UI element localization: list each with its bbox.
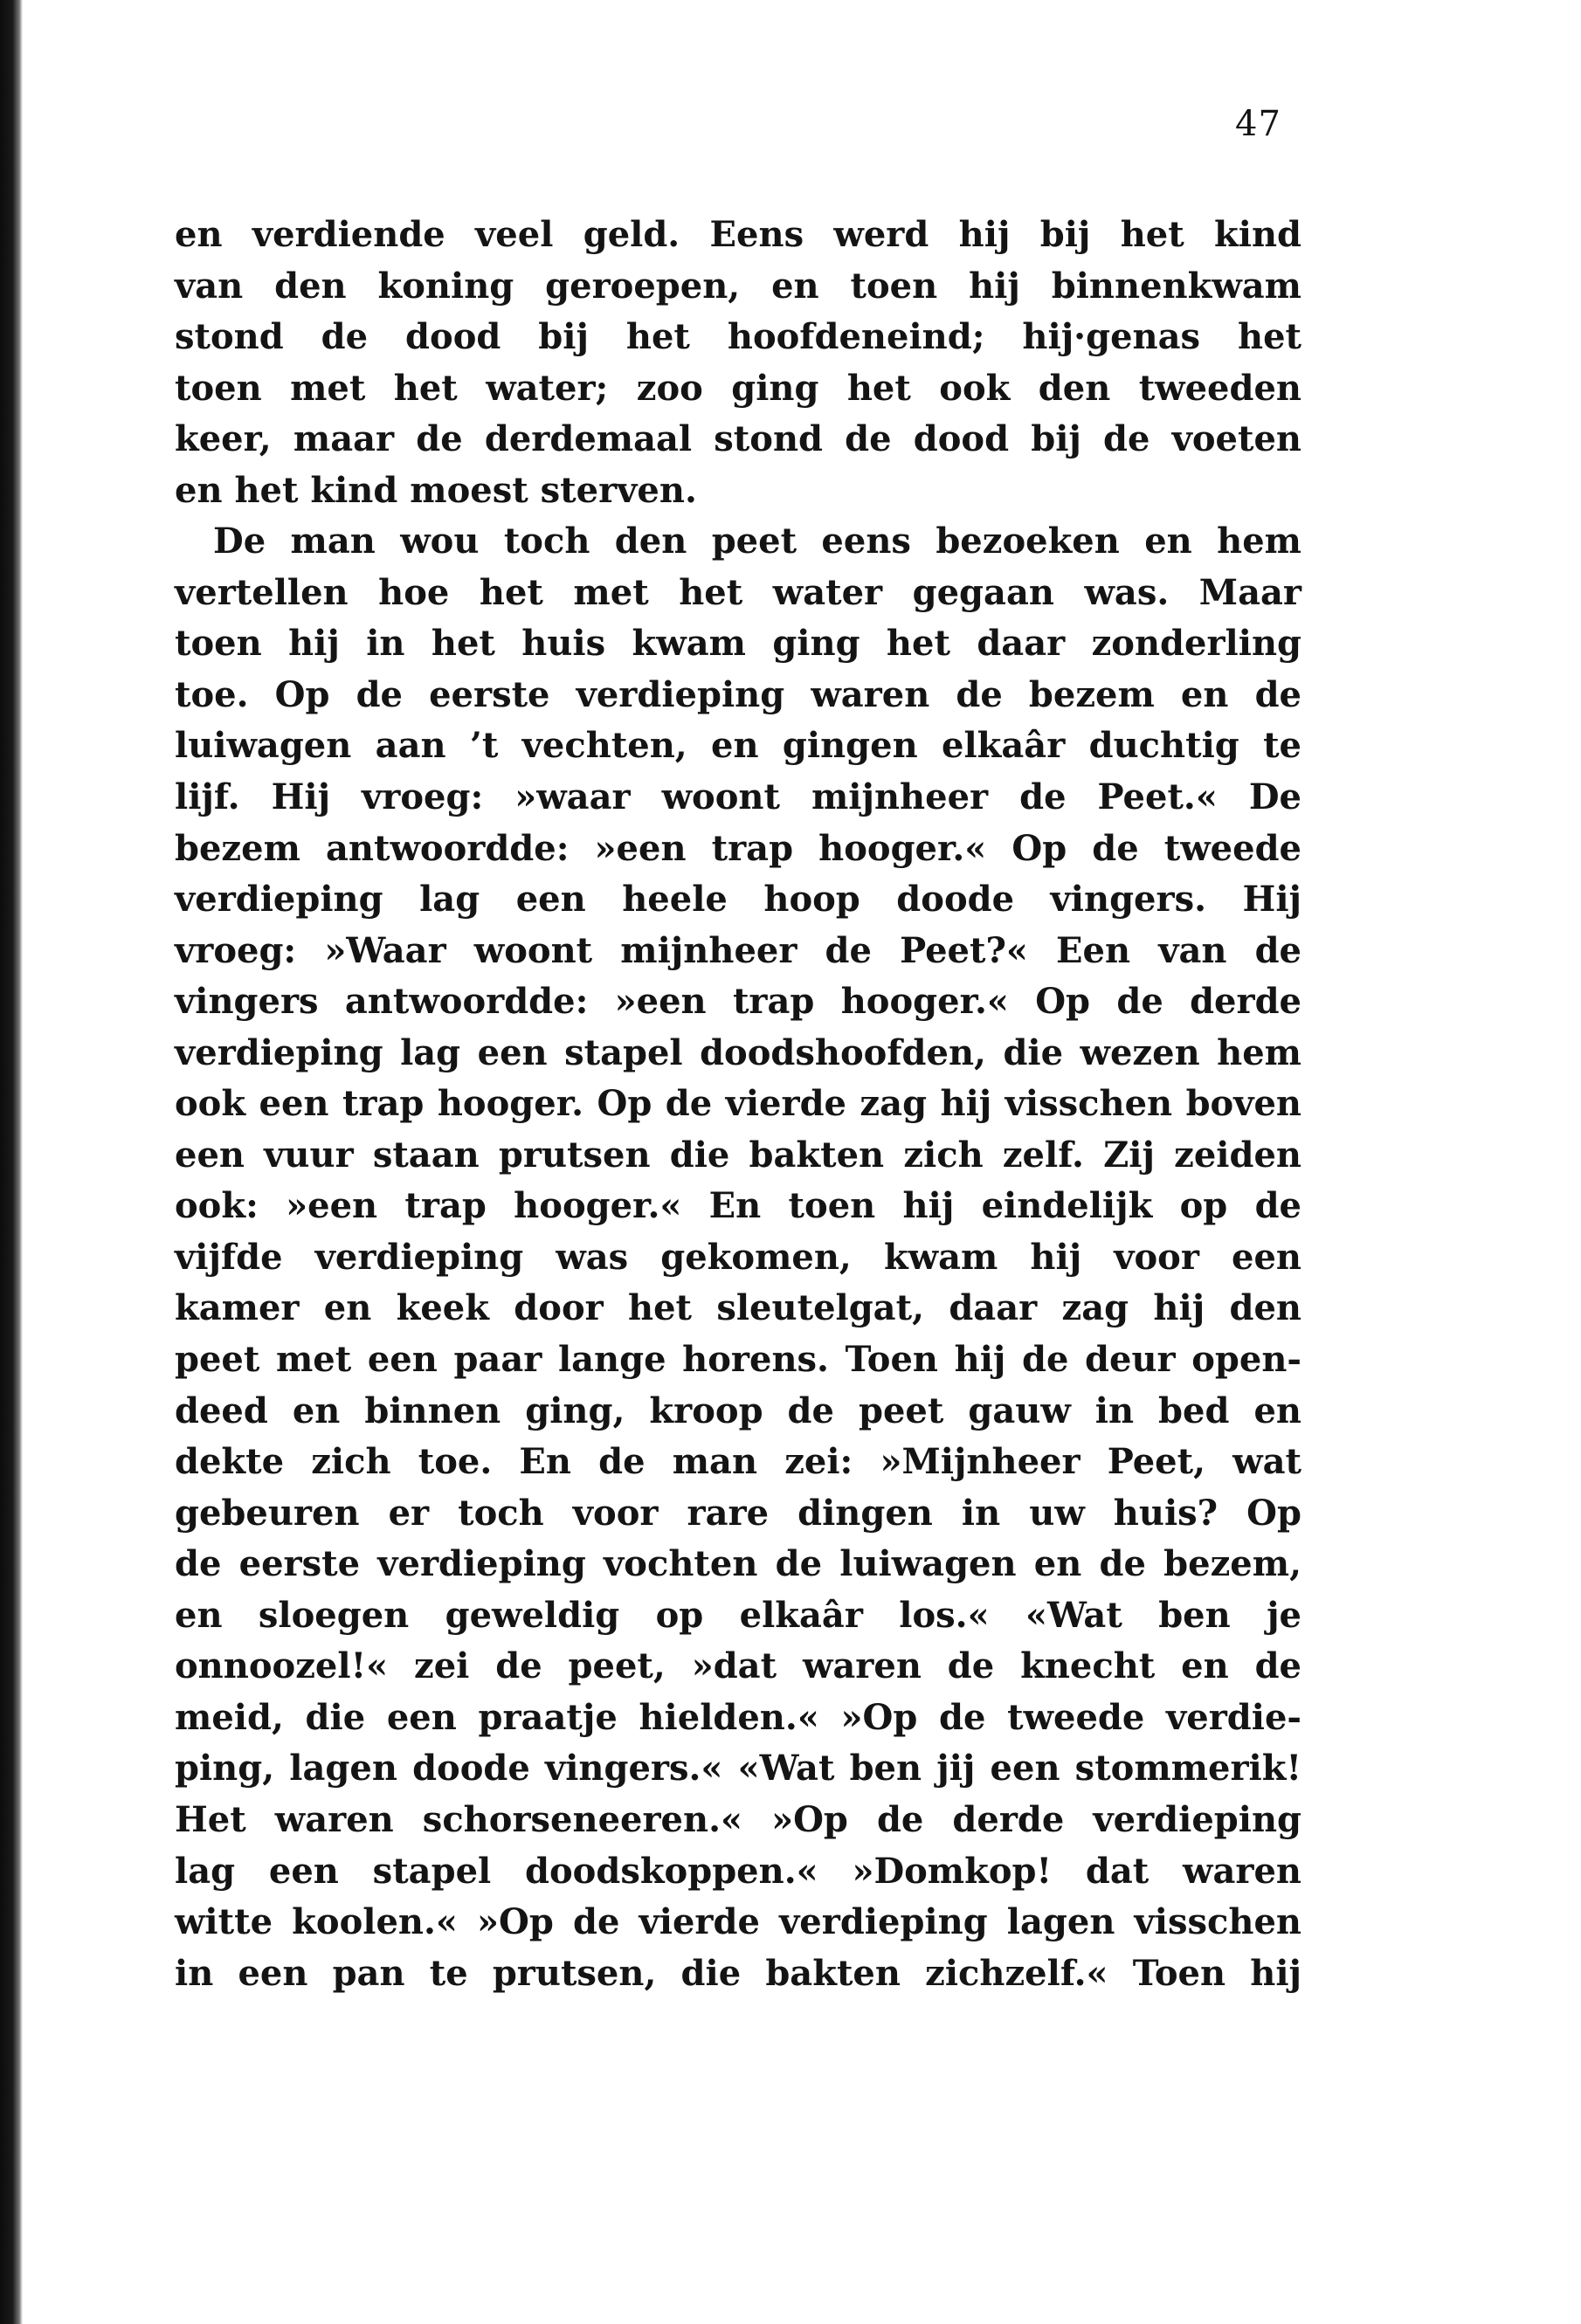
text-line: witte koolen.« »Op de vierde verdieping lagen visschen <box>175 1901 1301 1943</box>
text-line: de eerste verdieping vochten de luiwagen en de bezem, <box>175 1543 1301 1585</box>
text-line: stond de dood bij het hoofdeneind; hij·genas het <box>175 316 1301 358</box>
text-line: onnoozel!« zei de peet, »dat waren de knecht en de <box>175 1645 1301 1687</box>
text-line: verdieping lag een stapel doodshoofden, die wezen hem <box>175 1031 1301 1073</box>
text-line: gebeuren er toch voor rare dingen in uw huis? Op <box>175 1492 1301 1534</box>
text-line: vertellen hoe het met het water gegaan was. Maar <box>175 571 1301 613</box>
text-line: keer, maar de derdemaal stond de dood bij de voeten <box>175 418 1301 460</box>
text-line: vingers antwoordde: »een trap hooger.« Op de derde <box>175 981 1301 1023</box>
text-line: ook een trap hooger. Op de vierde zag hij visschen boven <box>175 1083 1301 1125</box>
text-line: en verdiende veel geld. Eens werd hij bij het kind <box>175 214 1301 255</box>
text-line: lag een stapel doodskoppen.« »Domkop! dat waren <box>175 1850 1301 1892</box>
text-line: peet met een paar lange horens. Toen hij de deur open- <box>175 1339 1301 1381</box>
text-line: Het waren schorseneeren.« »Op de derde verdieping <box>175 1798 1301 1840</box>
text-line: dekte zich toe. En de man zei: »Mijnheer Peet, wat <box>175 1441 1301 1483</box>
text-line: ping, lagen doode vingers.« «Wat ben jij een stommerik! <box>175 1748 1301 1790</box>
text-line: kamer en keek door het sleutelgat, daar zag hij den <box>175 1287 1301 1329</box>
text-line: toe. Op de eerste verdieping waren de bezem en de <box>175 673 1301 715</box>
text-line: lijf. Hij vroeg: »waar woont mijnheer de Peet.« De <box>175 776 1301 818</box>
text-line: deed en binnen ging, kroop de peet gauw in bed en <box>175 1390 1301 1431</box>
text-line: ook: »een trap hooger.« En toen hij eindelijk op de <box>175 1185 1301 1227</box>
page-number: 47 <box>1235 104 1281 144</box>
body-text <box>175 210 1301 1999</box>
text-line: een vuur staan prutsen die bakten zich zelf. Zij zeiden <box>175 1134 1301 1176</box>
text-line: in een pan te prutsen, die bakten zichzelf.« Toen hij <box>175 1952 1301 1994</box>
text-line: vijfde verdieping was gekomen, kwam hij voor een <box>175 1236 1301 1278</box>
text-line: bezem antwoordde: »een trap hooger.« Op de tweede <box>175 827 1301 869</box>
text-line: van den koning geroepen, en toen hij binnenkwam <box>175 265 1301 307</box>
text-line: toen met het water; zoo ging het ook den tweeden <box>175 367 1301 409</box>
text-line: en sloegen geweldig op elkaâr los.« «Wat ben je <box>175 1594 1301 1636</box>
text-line: meid, die een praatje hielden.« »Op de tweede verdie- <box>175 1696 1301 1738</box>
text-line: toen hij in het huis kwam ging het daar zonderling <box>175 623 1301 665</box>
text-line: luiwagen aan ’t vechten, en gingen elkaâr duchtig te <box>175 725 1301 767</box>
page-binding-edge <box>0 0 23 2324</box>
text-line: en het kind moest sterven. <box>175 469 697 511</box>
text-line: vroeg: »Waar woont mijnheer de Peet?« Een van de <box>175 929 1301 971</box>
text-line: verdieping lag een heele hoop doode vingers. Hij <box>175 879 1301 921</box>
text-line: De man wou toch den peet eens bezoeken en hem <box>213 521 1301 562</box>
